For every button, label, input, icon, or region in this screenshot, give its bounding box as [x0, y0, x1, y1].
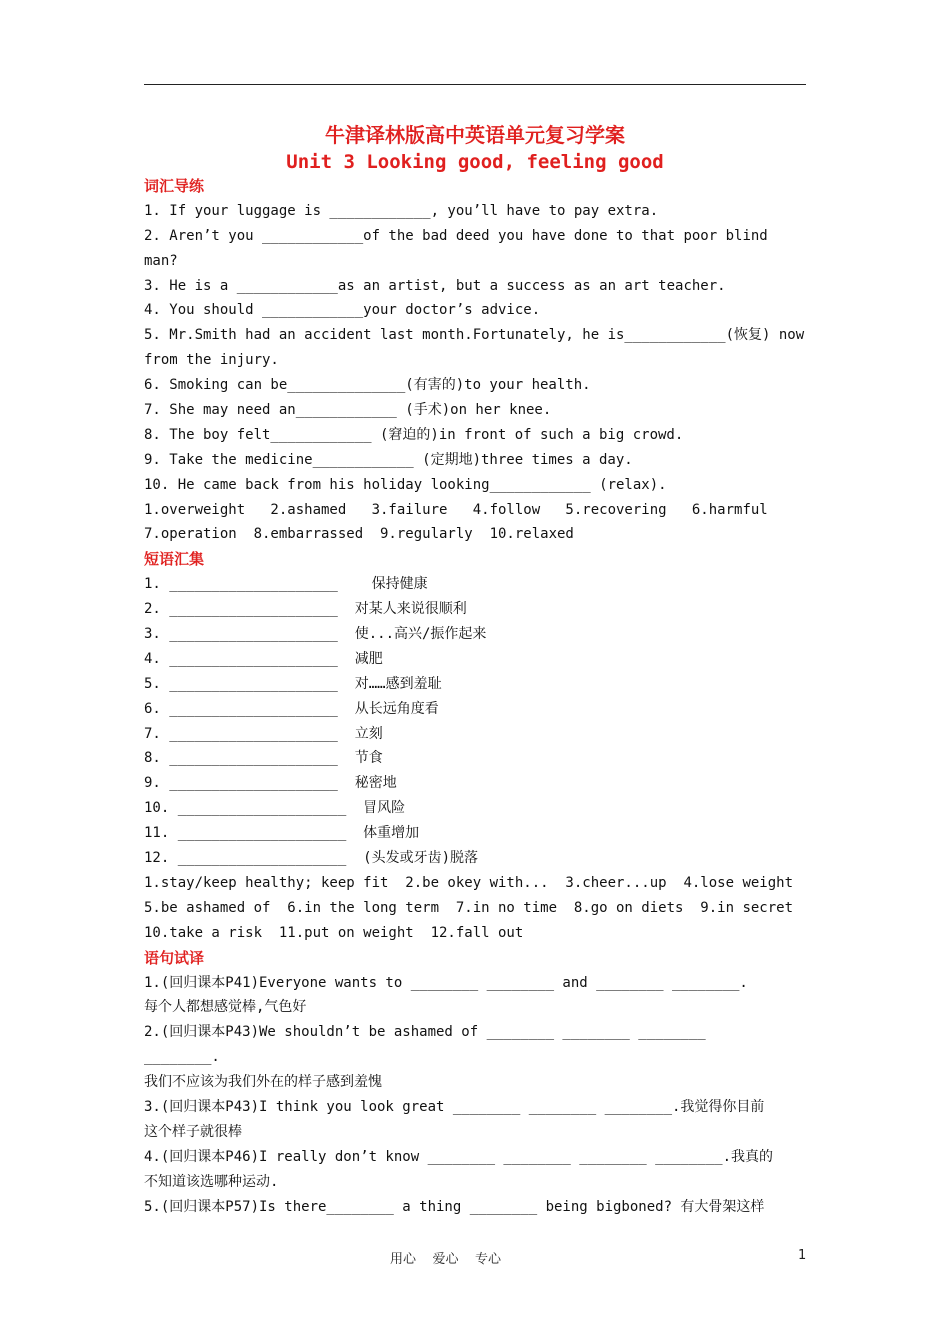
vocab-item: 10. He came back from his holiday looking____________ (relax).	[144, 476, 667, 493]
vocab-item: 4. You should ____________your doctor’s advice.	[144, 302, 541, 319]
vocab-item: 7. She may need an____________ (手术)on her knee.	[144, 402, 552, 419]
phrase-answers: 10.take a risk 11.put on weight 12.fall out	[144, 924, 524, 941]
sentence-item: 4.(回归课本P46)I really don’t know ________ ________ ________ ________.我真的	[144, 1148, 774, 1165]
sentence-item: 5.(回归课本P57)Is there________ a thing ________ being bigboned? 有大骨架这样	[144, 1198, 765, 1215]
phrase-item: 4. ____________________ 减肥	[144, 650, 383, 667]
document-title: 牛津译林版高中英语单元复习学案	[325, 123, 625, 147]
vocab-item: 2. Aren’t you ____________of the bad deed you have done to that poor blind	[144, 227, 768, 244]
vocab-section-heading: 词汇导练	[144, 177, 205, 195]
sentence-translation: 每个人都想感觉棒,气色好	[144, 999, 307, 1016]
footer-motto: 用心 爱心 专心	[390, 1252, 502, 1267]
vocab-item-continuation: man?	[144, 252, 178, 269]
vocab-answers: 1.overweight 2.ashamed 3.failure 4.follow 5.recovering 6.harmful	[144, 501, 768, 518]
phrase-item: 1. ____________________ 保持健康	[144, 576, 428, 593]
vocab-item: 9. Take the medicine____________ (定期地)three times a day.	[144, 451, 633, 468]
phrase-item: 2. ____________________ 对某人来说很顺利	[144, 601, 467, 618]
document-body	[144, 174, 806, 1219]
vocab-item: 8. The boy felt____________ (窘迫的)in front of such a big crowd.	[144, 426, 684, 443]
sentence-item: 2.(回归课本P43)We shouldn’t be ashamed of ________ ________ ________	[144, 1024, 706, 1041]
phrase-section-heading: 短语汇集	[144, 550, 205, 569]
phrase-answers: 5.be ashamed of 6.in the long term 7.in no time 8.go on diets 9.in secret	[144, 899, 794, 916]
sentence-section-heading: 语句试译	[144, 948, 205, 967]
phrase-item: 8. ____________________ 节食	[144, 750, 383, 767]
vocab-item: 6. Smoking can be______________(有害的)to your health.	[144, 377, 591, 394]
phrase-item: 12. ____________________ (头发或牙齿)脱落	[144, 850, 479, 867]
phrase-item: 9. ____________________ 秘密地	[144, 775, 397, 792]
sentence-translation: 不知道该选哪种运动.	[144, 1173, 279, 1190]
phrase-item: 5. ____________________ 对……感到羞耻	[144, 675, 442, 692]
sentence-item: 1.(回归课本P41)Everyone wants to ________ ________ and ________ ________.	[144, 974, 748, 991]
vocab-item: 3. He is a ____________as an artist, but a success as an art teacher.	[144, 277, 726, 294]
phrase-item: 7. ____________________ 立刻	[144, 725, 383, 742]
sentence-translation: 这个样子就很棒	[144, 1123, 242, 1140]
page-number: 1	[798, 1248, 807, 1263]
sentence-item: 3.(回归课本P43)I think you look great ________ ________ ________.我觉得你目前	[144, 1098, 765, 1115]
phrase-item: 11. ____________________ 体重增加	[144, 825, 420, 842]
vocab-item: 1. If your luggage is ____________, you’ll have to pay extra.	[144, 202, 659, 219]
sentence-translation: 我们不应该为我们外在的样子感到羞愧	[144, 1074, 382, 1091]
phrase-item: 3. ____________________ 使...高兴/振作起来	[144, 626, 487, 643]
vocab-item: 5. Mr.Smith had an accident last month.Fortunately, he is____________(恢复) now	[144, 327, 805, 344]
sentence-item-continuation: ________.	[144, 1049, 220, 1066]
header-rule	[144, 84, 806, 85]
vocab-answers: 7.operation 8.embarrassed 9.regularly 10.relaxed	[144, 526, 574, 543]
phrase-answers: 1.stay/keep healthy; keep fit 2.be okey with... 3.cheer...up 4.lose weight	[144, 874, 794, 891]
vocab-item-continuation: from the injury.	[144, 352, 279, 369]
phrase-item: 10. ____________________ 冒风险	[144, 800, 406, 817]
phrase-item: 6. ____________________ 从长远角度看	[144, 700, 439, 717]
unit-title: Unit 3 Looking good, feeling good	[286, 151, 664, 173]
